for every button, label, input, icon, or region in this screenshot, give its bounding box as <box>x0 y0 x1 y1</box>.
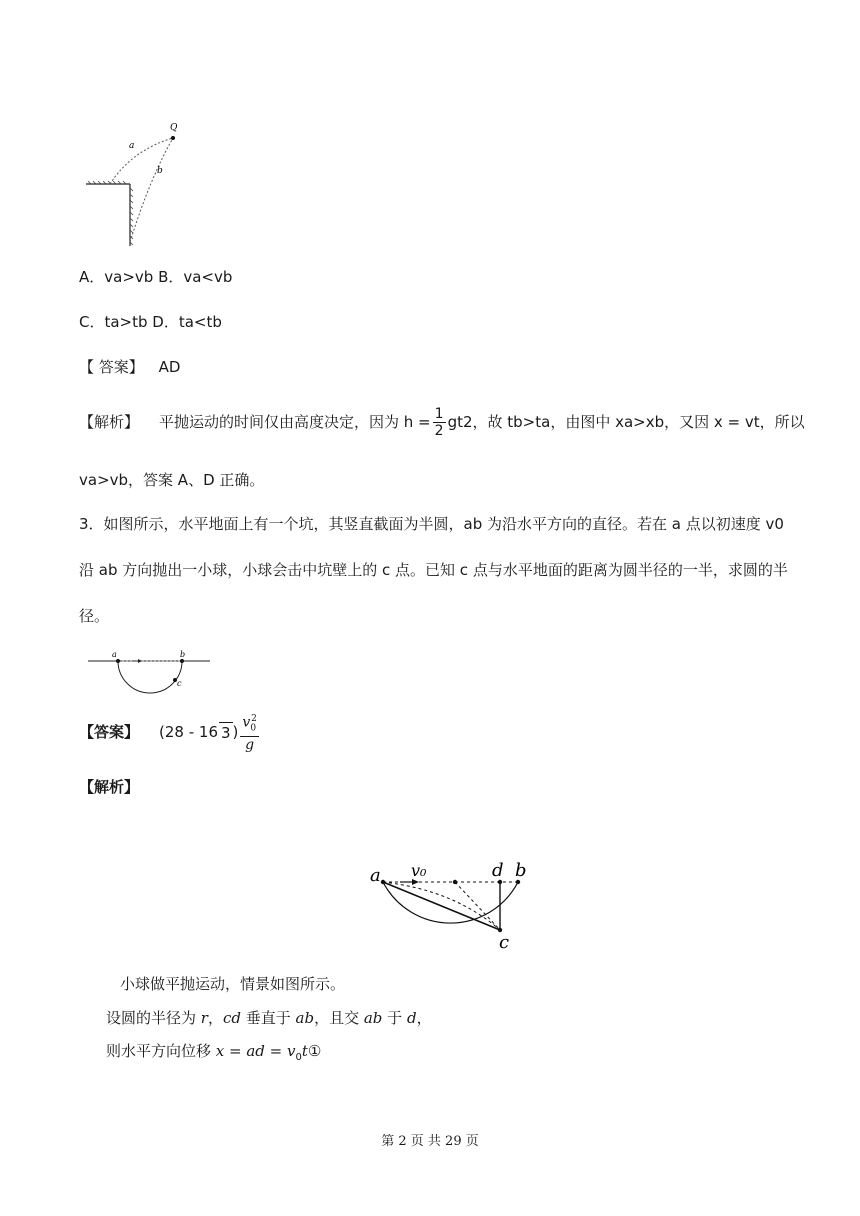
analysis-label: 【解析】 <box>79 413 140 431</box>
pit-figure-small <box>86 648 214 698</box>
solution-line-2: 设圆的半径为 r，cd 垂直于 ab，且交 ab 于 d， <box>106 1009 432 1027</box>
question-3-line-3: 径。 <box>79 607 110 625</box>
answer-3-label: 【答案】 <box>79 723 140 741</box>
label-q: Q <box>170 123 178 133</box>
options-line-1: A．va>vb B．va<vb <box>79 268 233 286</box>
solution-line-1: 小球做平抛运动，情景如图所示。 <box>120 975 346 993</box>
page-footer: 第 2 页 共 29 页 <box>381 1134 479 1149</box>
options-line-2: C．ta>tb D．ta<tb <box>79 313 222 331</box>
svg-text:b: b <box>180 650 186 659</box>
solution-line-3: 则水平方向位移 x = ad = $v_0t①$ <box>106 1042 322 1063</box>
half-fraction: $\frac{1}{2}$ <box>434 405 444 439</box>
answer-1 <box>79 357 180 377</box>
analysis-1 <box>79 402 805 442</box>
answer-3: 【答案】 (28 - 16 3 ) $\frac{v_0^2}{g}$ <box>79 712 261 752</box>
svg-text:c: c <box>499 932 510 953</box>
svg-text:c: c <box>177 679 182 688</box>
question-3-line-1: 3．如图所示，水平地面上有一个坑，其竖直截面为半圆，ab 为沿水平方向的直径。若在 a 点以初速度 v0 <box>79 515 784 533</box>
label-b: b <box>157 166 163 176</box>
svg-text:a: a <box>112 650 117 659</box>
analysis-line-2: va>vb，答案 A、D 正确。 <box>79 471 265 489</box>
svg-text:v₀: v₀ <box>411 861 427 880</box>
svg-text:b: b <box>515 860 527 881</box>
answer-value: AD <box>158 358 181 376</box>
analysis-text-after: gt2，故 tb>ta，由图中 xa>xb，又因 x = vt，所以 <box>447 413 805 431</box>
v0-squared-over-g: $\frac{v_0^2}{g}$ <box>240 711 258 753</box>
answer-label: 【 答案】 <box>79 358 144 376</box>
trajectory-figure-1 <box>80 118 190 250</box>
analysis-3-label: 【解析】 <box>79 778 140 796</box>
svg-text:a: a <box>370 865 381 886</box>
question-3-line-2: 沿 ab 方向抛出一小球，小球会击中坑壁上的 c 点。已知 c 点与水平地面的距离为圆半径的一半，求圆的半 <box>79 561 788 579</box>
label-a: a <box>129 141 135 151</box>
analysis-text-before: 平抛运动的时间仅由高度决定，因为 h = <box>159 413 431 431</box>
sqrt-three: 3 <box>221 723 231 742</box>
pit-figure-large <box>364 855 534 955</box>
svg-text:d: d <box>492 860 504 881</box>
